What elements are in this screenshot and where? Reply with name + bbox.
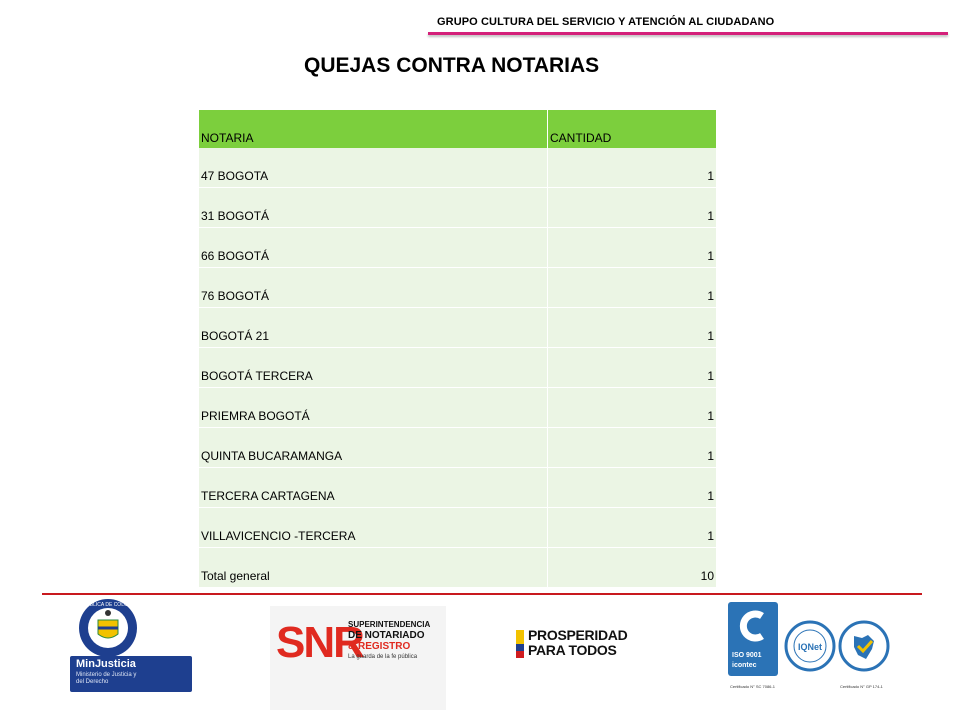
table-row [199,228,716,268]
cell-cantidad: 1 [548,268,717,308]
iqnet-label: IQNet [797,642,823,652]
cell-notaria: 47 BOGOTA [199,148,548,188]
icontec-c-icon [728,602,778,650]
cert-caption-1: Certificado N° SC 7086-1 [730,684,775,689]
table-row [199,348,716,388]
cell-cantidad: 1 [548,348,717,388]
snr-tagline: La guarda de la fe pública [348,654,418,660]
minjusticia-subtitle: Ministerio de Justicia y del Derecho [76,672,137,685]
table-row [199,508,716,548]
column-header-cantidad: CANTIDAD [548,110,717,148]
colombia-flag-icon [516,630,524,658]
prosperidad-line2: PARA TODOS [528,642,617,658]
iso-label: ISO 9001 [732,652,762,659]
cert-caption-2: Certificado N° GP 174-1 [840,684,883,689]
snr-logo [270,606,446,710]
page-title: QUEJAS CONTRA NOTARIAS [304,54,600,77]
iqnet-seal-icon [784,620,836,672]
table-row [199,148,716,188]
footer-rule [42,593,922,595]
prosperidad-logo [516,628,642,662]
cell-cantidad: 1 [548,468,717,508]
icontec-badge [728,602,778,676]
cell-cantidad: 1 [548,188,717,228]
snr-line2: DE NOTARIADO [348,630,425,641]
certified-seal-icon [838,620,890,672]
cell-notaria: BOGOTÁ TERCERA [199,348,548,388]
table-row [199,188,716,228]
cell-notaria: PRIEMRA BOGOTÁ [199,388,548,428]
cell-notaria: TERCERA CARTAGENA [199,468,548,508]
header-rule [428,32,948,35]
certification-logos [728,602,892,694]
table-row [199,268,716,308]
table-row [199,468,716,508]
table-row [199,308,716,348]
cell-cantidad: 1 [548,428,717,468]
snr-line1: SUPERINTENDENCIA [348,620,431,629]
cell-cantidad: 1 [548,388,717,428]
colombia-seal-icon [74,598,144,658]
cell-notaria: 31 BOGOTÁ [199,188,548,228]
cell-cantidad: 1 [548,228,717,268]
cell-notaria: VILLAVICENCIO -TERCERA [199,508,548,548]
cell-notaria: BOGOTÁ 21 [199,308,548,348]
cell-notaria: QUINTA BUCARAMANGA [199,428,548,468]
cell-notaria: Total general [199,548,548,588]
seal-text: REPÚBLICA DE COLOMBIA [75,602,141,608]
minjusticia-box [70,656,192,692]
cell-cantidad: 1 [548,508,717,548]
cell-notaria: 66 BOGOTÁ [199,228,548,268]
snr-line3: & REGISTRO [348,641,411,652]
complaints-table [199,110,716,588]
cell-cantidad: 1 [548,308,717,348]
prosperidad-line1: PROSPERIDAD [528,627,628,643]
table-row [199,428,716,468]
table-row [199,388,716,428]
snr-acronym: SNR [276,618,363,667]
cell-notaria: 76 BOGOTÁ [199,268,548,308]
table-total-row [199,548,716,588]
column-header-notaria: NOTARIA [199,110,548,148]
cell-cantidad: 10 [548,548,717,588]
icontec-label: icontec [732,662,757,669]
group-header: GRUPO CULTURA DEL SERVICIO Y ATENCIÓN AL CIUDADANO [437,16,775,28]
cell-cantidad: 1 [548,148,717,188]
minjusticia-logo [70,598,192,694]
table-header-row [199,110,716,148]
minjusticia-name: MinJusticia [76,658,136,670]
